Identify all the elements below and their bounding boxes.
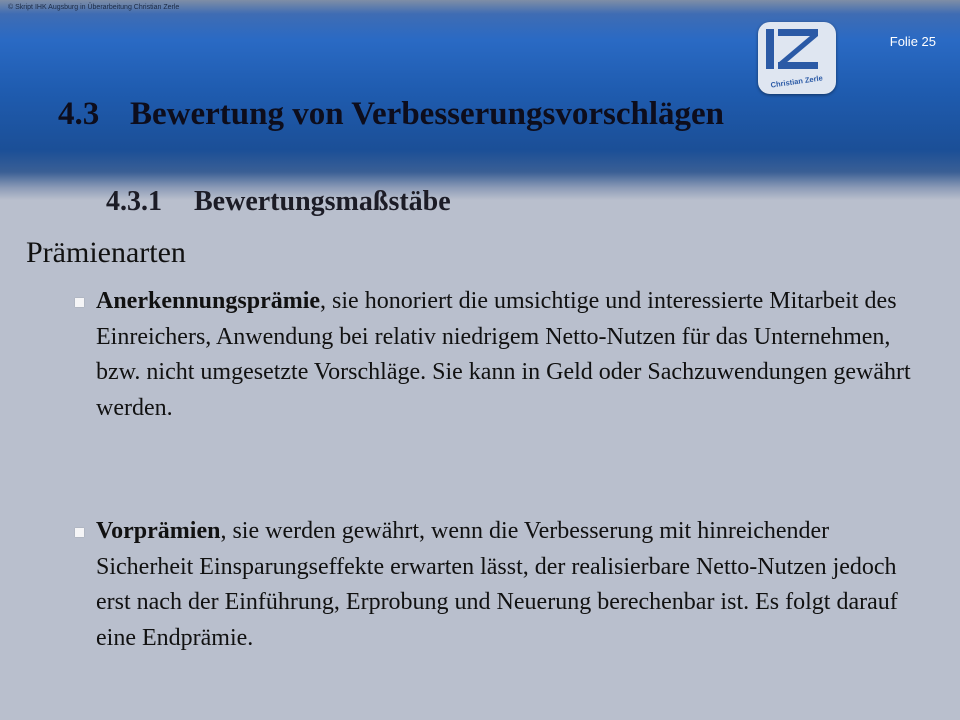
logo-text: Christian Zerle: [770, 73, 824, 90]
title-text: Bewertung von Verbesserungsvorschlägen: [130, 96, 725, 132]
bullet-item: [96, 514, 926, 656]
bullet-square-icon: [75, 298, 84, 307]
section-heading: Prämienarten: [26, 236, 186, 269]
subtitle-text: Bewertungsmaßstäbe: [194, 186, 451, 217]
bullet-text: , sie honoriert die umsichtige und interessierte Mitarbeit des Einreichers, Anwendung bei relativ niedrigem Netto-Nutzen für das Unternehmen, bzw. nicht umgesetzte Vorschläge. Sie kann in Geld oder Sachzuwendungen gewährt werden.: [96, 288, 911, 421]
bullet-term: Anerkennungsprämie: [96, 288, 321, 314]
bullet-term: Vorprämien: [96, 518, 221, 544]
bullet-item: [96, 284, 926, 426]
subtitle: [106, 186, 451, 218]
logo: [758, 22, 836, 94]
bullet-square-icon: [75, 528, 84, 537]
title-number: 4.3: [58, 96, 100, 132]
bullet-text: , sie werden gewährt, wenn die Verbesserung mit hinreichender Sicherheit Einsparungseffekte erwarten lässt, der realisierbare Netto-Nutzen jedoch erst nach der Einführung, Erprobung und Neuerung berechenbar ist. Es folgt darauf eine Endprämie.: [96, 518, 898, 651]
copyright-note: © Skript IHK Augsburg in Überarbeitung Christian Zerle: [8, 4, 180, 11]
subtitle-number: 4.3.1: [106, 186, 162, 217]
slide-number: Folie 25: [889, 34, 936, 49]
page-title: [58, 96, 724, 133]
